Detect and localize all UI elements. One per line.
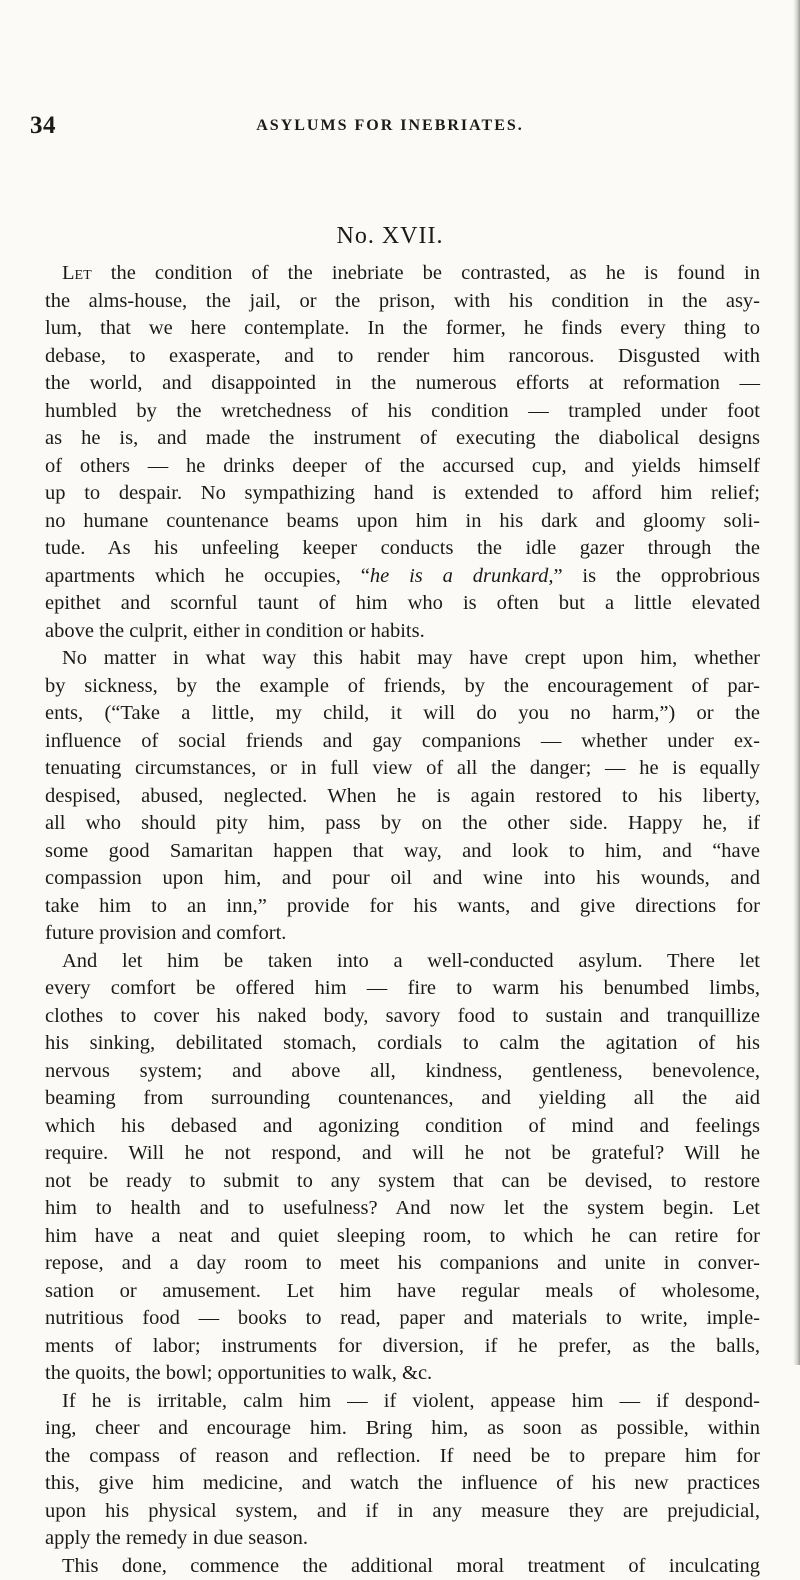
text-line: ents, (“Take a little, my child, it will do you no harm,”) or the xyxy=(45,700,760,728)
text-line: of others — he drinks deeper of the accursed cup, and yields himself xyxy=(45,453,760,481)
text-line: influence of social friends and gay companions — whether under ex- xyxy=(45,728,760,756)
page-number: 34 xyxy=(30,112,56,140)
text-line: repose, and a day room to meet his companions and unite in conver- xyxy=(45,1250,760,1278)
text-line: future provision and comfort. xyxy=(45,920,760,948)
body-text xyxy=(45,260,760,1580)
text-line: no humane countenance beams upon him in his dark and gloomy soli- xyxy=(45,508,760,536)
text-line: his sinking, debilitated stomach, cordials to calm the agitation of his xyxy=(45,1030,760,1058)
text-line: take him to an inn,” provide for his wants, and give directions for xyxy=(45,893,760,921)
text-line: compassion upon him, and pour oil and wine into his wounds, and xyxy=(45,865,760,893)
text-line: nutritious food — books to read, paper and materials to write, imple- xyxy=(45,1305,760,1333)
text-line: This done, commence the additional moral treatment of inculcating xyxy=(45,1553,760,1580)
text-line: not be ready to submit to any system that can be devised, to restore xyxy=(45,1168,760,1196)
text-line: every comfort be offered him — fire to warm his benumbed limbs, xyxy=(45,975,760,1003)
text-line: some good Samaritan happen that way, and look to him, and “have xyxy=(45,838,760,866)
text-line: tude. As his unfeeling keeper conducts the idle gazer through the xyxy=(45,535,760,563)
text-line: upon his physical system, and if in any measure they are prejudicial, xyxy=(45,1498,760,1526)
text-line: him have a neat and quiet sleeping room, to which he can retire for xyxy=(45,1223,760,1251)
text-line: up to despair. No sympathizing hand is extended to afford him relief; xyxy=(45,480,760,508)
text-line: the alms-house, the jail, or the prison, with his condition in the asy- xyxy=(45,288,760,316)
text-line: apply the remedy in due season. xyxy=(45,1525,760,1553)
text-line: which his debased and agonizing condition of mind and feelings xyxy=(45,1113,760,1141)
text-line: despised, abused, neglected. When he is again restored to his liberty, xyxy=(45,783,760,811)
text-line: tenuating circumstances, or in full view of all the danger; — he is equally xyxy=(45,755,760,783)
text-line: humbled by the wretchedness of his condition — trampled under foot xyxy=(45,398,760,426)
text-line: Let the condition of the inebriate be contrasted, as he is found in xyxy=(45,260,760,288)
text-line: by sickness, by the example of friends, by the encouragement of par- xyxy=(45,673,760,701)
text-line: lum, that we here contemplate. In the former, he finds every thing to xyxy=(45,315,760,343)
page-header xyxy=(30,112,750,146)
text-line: debase, to exasperate, and to render him rancorous. Disgusted with xyxy=(45,343,760,371)
text-line: beaming from surrounding countenances, and yielding all the aid xyxy=(45,1085,760,1113)
running-head: ASYLUMS FOR INEBRIATES. xyxy=(30,117,750,135)
section-title: No. XVII. xyxy=(30,223,750,250)
opening-word: Let xyxy=(62,262,92,284)
text-line: clothes to cover his naked body, savory food to sustain and tranquillize xyxy=(45,1003,760,1031)
text-line: If he is irritable, calm him — if violent, appease him — if despond- xyxy=(45,1388,760,1416)
italic-epithet: he is a drunkard, xyxy=(370,565,554,587)
text-line: above the culprit, either in condition or habits. xyxy=(45,618,760,646)
text-line: the world, and disappointed in the numerous efforts at reformation — xyxy=(45,370,760,398)
text-line: him to health and to usefulness? And now let the system begin. Let xyxy=(45,1195,760,1223)
text-line: And let him be taken into a well-conducted asylum. There let xyxy=(45,948,760,976)
text-line: ing, cheer and encourage him. Bring him, as soon as possible, within xyxy=(45,1415,760,1443)
text-line: epithet and scornful taunt of him who is often but a little elevated xyxy=(45,590,760,618)
text-line: nervous system; and above all, kindness, gentleness, benevolence, xyxy=(45,1058,760,1086)
text-line: No matter in what way this habit may have crept upon him, whether xyxy=(45,645,760,673)
text-line: all who should pity him, pass by on the other side. Happy he, if xyxy=(45,810,760,838)
text-line: require. Will he not respond, and will he not be grateful? Will he xyxy=(45,1140,760,1168)
page-edge xyxy=(793,0,800,1365)
text-line: this, give him medicine, and watch the influence of his new practices xyxy=(45,1470,760,1498)
text-line: ments of labor; instruments for diversion, if he prefer, as the balls, xyxy=(45,1333,760,1361)
text-line: the compass of reason and reflection. If need be to prepare him for xyxy=(45,1443,760,1471)
text-line: as he is, and made the instrument of executing the diabolical designs xyxy=(45,425,760,453)
text-line: sation or amusement. Let him have regular meals of wholesome, xyxy=(45,1278,760,1306)
text-line: apartments which he occupies, “he is a drunkard,” is the opprobrious xyxy=(45,563,760,591)
text-line: the quoits, the bowl; opportunities to walk, &c. xyxy=(45,1360,760,1388)
